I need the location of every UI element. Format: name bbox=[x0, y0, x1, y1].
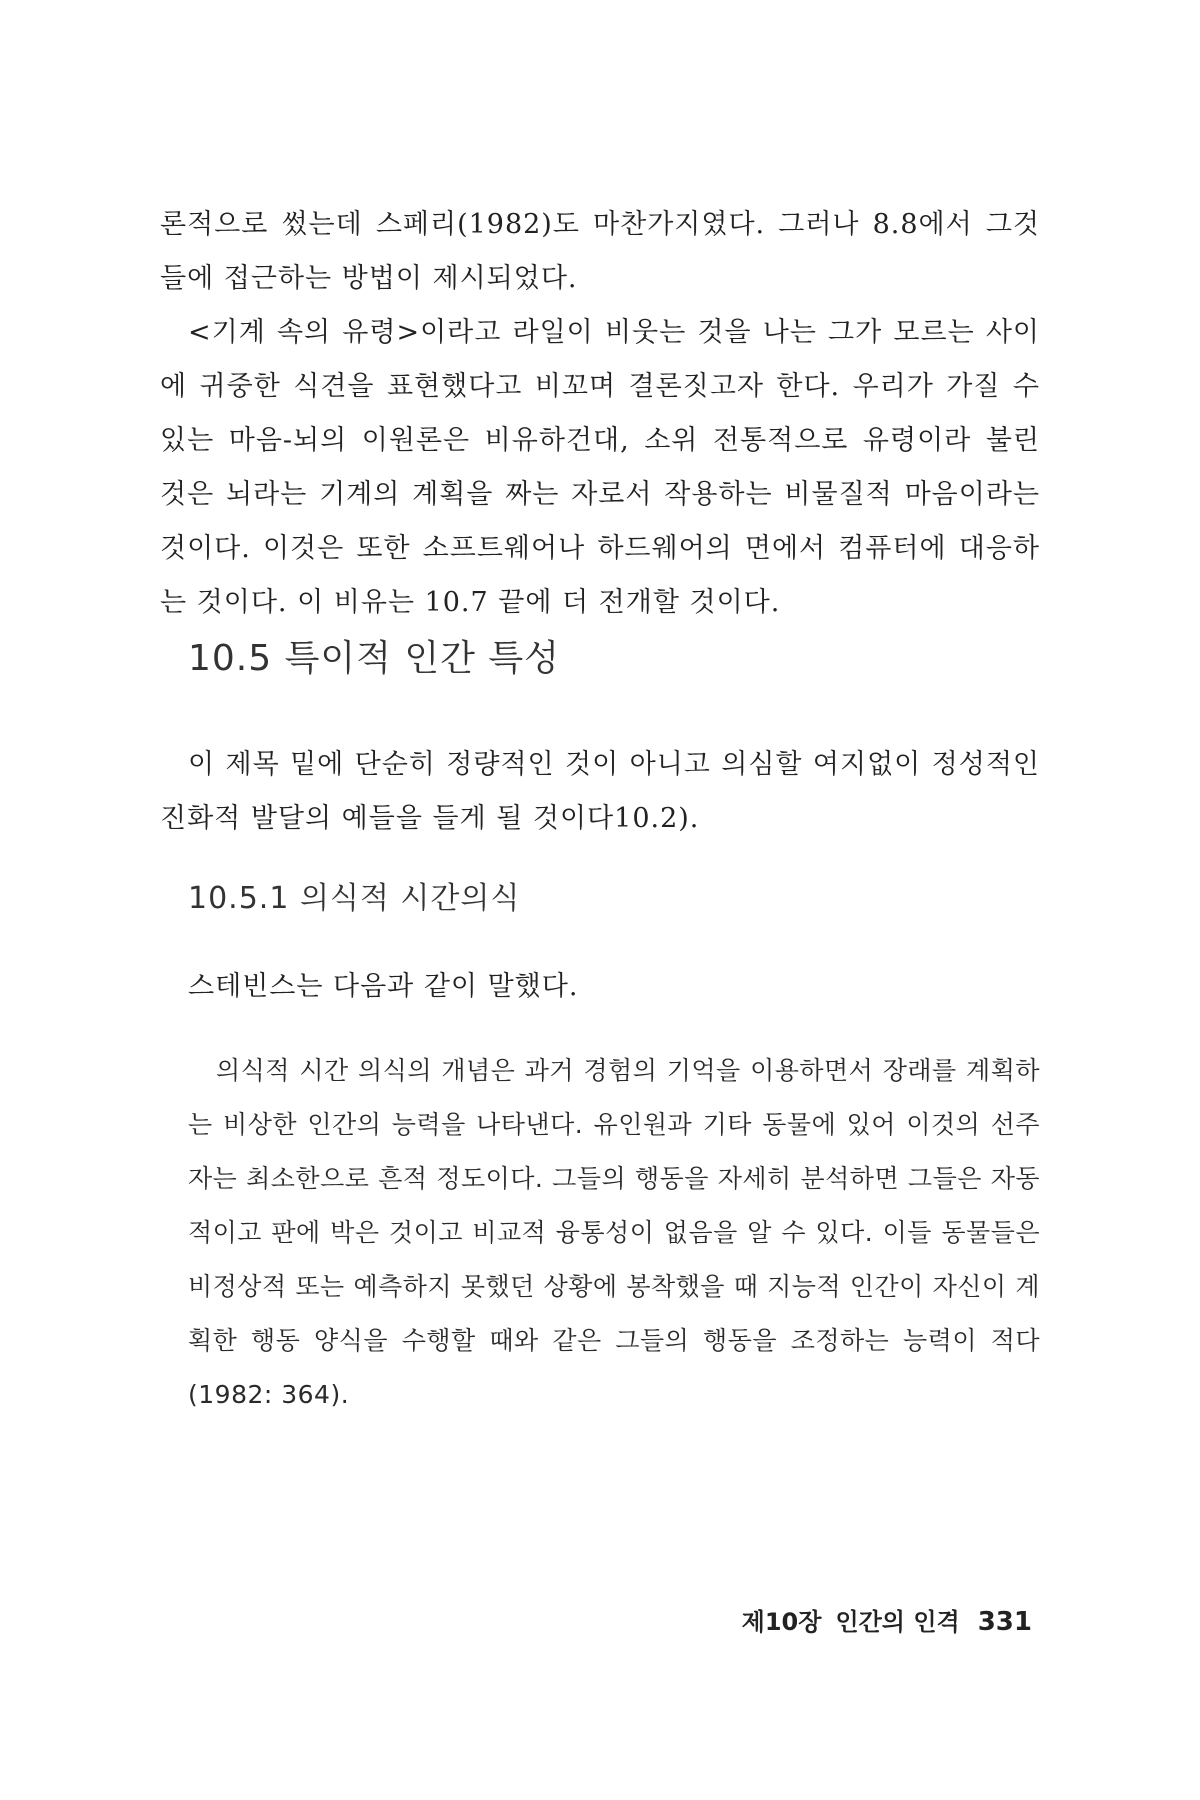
body-paragraph-3: 이 제목 밑에 단순히 정량적인 것이 아니고 의심할 여지없이 정성적인 진화적 발달의 예들을 들게 될 것이다10.2). bbox=[160, 749, 1040, 834]
page-number: 331 bbox=[977, 1607, 1032, 1637]
body-paragraph-1: 론적으로 썼는데 스페리(1982)도 마찬가지였다. 그러나 8.8에서 그것들에 접근하는 방법이 제시되었다. bbox=[160, 209, 1040, 294]
running-footer bbox=[742, 1602, 1032, 1637]
chapter-label: 제10장 bbox=[741, 1608, 822, 1636]
body-paragraph-4: 스테빈스는 다음과 같이 말했다. bbox=[188, 971, 579, 1002]
block-quote: 의식적 시간 의식의 개념은 과거 경험의 기억을 이용하면서 장래를 계획하는 비상한 인간의 능력을 나타낸다. 유인원과 기타 동물에 있어 이것의 선주자는 최소한으로 흔적 정도이다. 그들의 행동을 자세히 분석하면 그들은 자동적이고 판에 박은 것이고 비교적 융통성이 없음을 알 수 있다. 이들 동물들은 비정상적 또는 예측하지 못했던 상황에 봉착했을 때 지능적 인간이 자신이 계획한 행동 양식을 수행할 때와 같은 그들의 행동을 조정하는 능력이 적다(1982: 364). bbox=[188, 1056, 1040, 1409]
body-paragraph-2: <기계 속의 유령>이라고 라일이 비웃는 것을 나는 그가 모르는 사이에 귀중한 식견을 표현했다고 비꼬며 결론짓고자 한다. 우리가 가질 수 있는 마음-뇌의 이원론은 비유하건대, 소위 전통적으로 유령이라 불린 것은 뇌라는 기계의 계획을 짜는 자로서 작용하는 비물질적 마음이라는 것이다. 이것은 또한 소프트웨어나 하드웨어의 면에서 컴퓨터에 대응하는 것이다. 이 비유는 10.7 끝에 더 전개할 것이다. bbox=[160, 317, 1040, 618]
section-heading: 10.5 특이적 인간 특성 bbox=[188, 638, 560, 679]
chapter-title: 인간의 인격 bbox=[835, 1608, 960, 1636]
subsection-heading: 10.5.1 의식적 시간의식 bbox=[188, 881, 521, 916]
